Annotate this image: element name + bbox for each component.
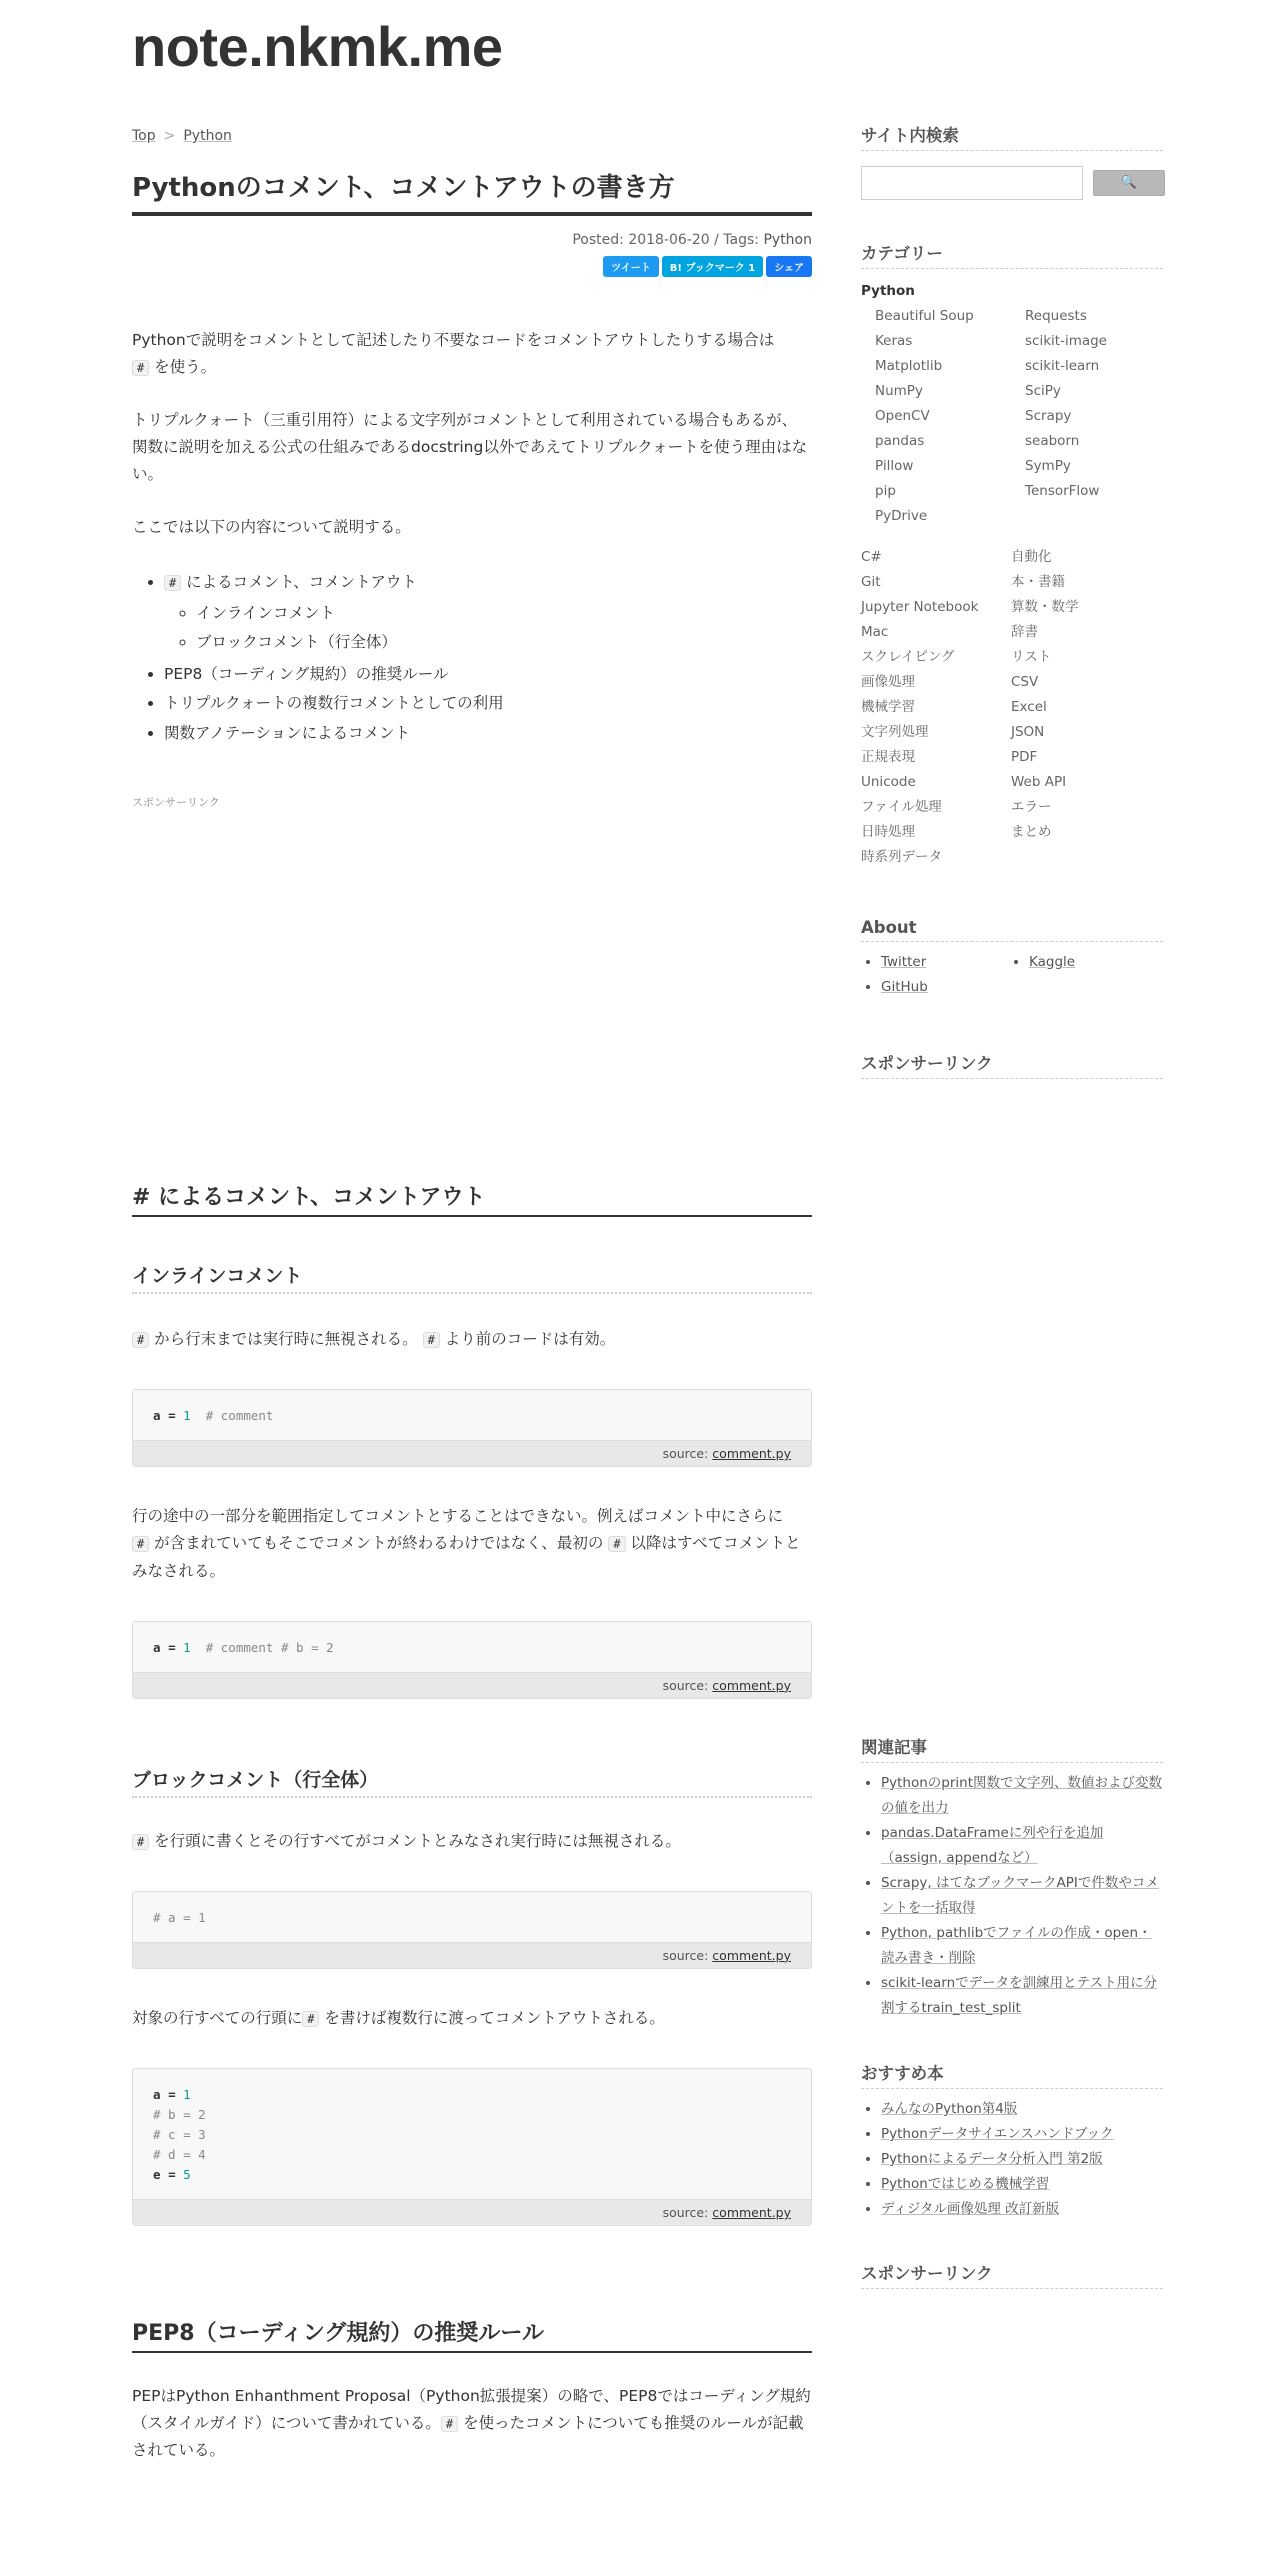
book-link[interactable]: • ディジタル画像処理 改訂新版: [881, 2197, 1163, 2222]
about-kaggle[interactable]: • Kaggle: [1029, 950, 1157, 975]
category-item[interactable]: Pillow: [875, 458, 914, 474]
breadcrumb-python[interactable]: Python: [183, 128, 232, 144]
related-heading: 関連記事: [861, 1734, 1163, 1763]
category-item[interactable]: スクレイピング: [861, 649, 955, 665]
category-item[interactable]: JSON: [1011, 724, 1045, 740]
category-item[interactable]: Unicode: [861, 774, 916, 790]
paragraph: 対象の行すべての行頭に # を書けば複数行に渡ってコメントアウトされる。: [132, 2008, 665, 2027]
book-link[interactable]: • みんなのPython第4版: [881, 2097, 1163, 2122]
category-list: [861, 279, 1163, 870]
code-source: source: comment.py: [133, 1942, 811, 1968]
category-item[interactable]: SciPy: [1025, 383, 1061, 399]
related-article-link[interactable]: • Python, pathlibでファイルの作成・open・読み書き・削除: [881, 1921, 1163, 1971]
category-item[interactable]: pandas: [875, 433, 925, 449]
intro-paragraph-2: トリプルクォート（三重引用符）による文字列がコメントとして利用されている場合もあるが、関数に説明を加える公式の仕組みであるdocstring以外であえてトリプルクォートを使う理由はない。: [132, 411, 808, 484]
category-item[interactable]: まとめ: [1011, 824, 1052, 840]
toc-item[interactable]: • トリプルクォートの複数行コメントとしての利用: [164, 689, 812, 718]
code-block: a = 1 # comment source: comment.py: [132, 1389, 812, 1467]
intro-paragraph-3: ここでは以下の内容について説明する。: [132, 518, 411, 537]
category-item[interactable]: Requests: [1025, 308, 1087, 324]
table-of-contents: [132, 568, 812, 749]
code-block: a = 1 # comment # b = 2 source: comment.py: [132, 1621, 812, 1699]
share-buttons: [132, 256, 812, 277]
category-item[interactable]: OpenCV: [875, 408, 930, 424]
category-item[interactable]: 本・書籍: [1011, 574, 1065, 590]
source-link[interactable]: comment.py: [712, 1947, 791, 1963]
category-item[interactable]: scikit-learn: [1025, 358, 1100, 374]
about-github[interactable]: • GitHub: [881, 975, 1009, 1000]
category-item[interactable]: Jupyter Notebook: [861, 599, 979, 615]
category-item[interactable]: 自動化: [1011, 549, 1052, 565]
post-meta: [132, 232, 812, 248]
paragraph: PEPはPython Enhanthment Proposal（Python拡張提案）の略で、PEP8ではコーディング規約（スタイルガイド）について書かれている。 # を使ったコメントについても推奨のルールが記載されている。: [132, 2386, 811, 2460]
site-title[interactable]: note.nkmk.me: [132, 15, 503, 78]
code-block: a = 1 # b = 2 # c = 3 # d = 4 e = 5 source: comment.py: [132, 2068, 812, 2226]
category-item[interactable]: CSV: [1011, 674, 1039, 690]
about-heading: About: [861, 918, 1163, 942]
category-item[interactable]: Beautiful Soup: [875, 308, 974, 324]
facebook-share-button[interactable]: シェア: [766, 256, 812, 277]
related-article-link[interactable]: • Pythonのprint関数で文字列、数値および変数の値を出力: [881, 1771, 1163, 1821]
breadcrumb-top[interactable]: Top: [132, 128, 156, 144]
code-source: source: comment.py: [133, 1672, 811, 1698]
book-link[interactable]: • Pythonではじめる機械学習: [881, 2172, 1163, 2197]
book-link[interactable]: • Pythonによるデータ分析入門 第2版: [881, 2147, 1163, 2172]
source-link[interactable]: comment.py: [712, 2204, 791, 2220]
books-heading: おすすめ本: [861, 2060, 1163, 2089]
paragraph: # を行頭に書くとその行すべてがコメントとみなされ実行時には無視される。: [132, 1828, 812, 1855]
related-article-link[interactable]: • Scrapy, はてなブックマークAPIで件数やコメントを一括取得: [881, 1871, 1163, 1921]
category-item[interactable]: seaborn: [1025, 433, 1080, 449]
tag-link[interactable]: Python: [763, 231, 812, 248]
category-item[interactable]: リスト: [1011, 649, 1052, 665]
related-article-link[interactable]: • scikit-learnでデータを訓練用とテスト用に分割するtrain_test_split: [881, 1971, 1163, 2021]
toc-item[interactable]: • 関数アノテーションによるコメント: [164, 719, 812, 748]
category-item[interactable]: 正規表現: [861, 749, 915, 765]
toc-subitem[interactable]: ◦ インラインコメント: [196, 599, 812, 628]
category-item[interactable]: PDF: [1011, 749, 1038, 765]
category-item[interactable]: 画像処理: [861, 674, 915, 690]
category-item[interactable]: Excel: [1011, 699, 1047, 715]
category-item[interactable]: Keras: [875, 333, 913, 349]
category-item[interactable]: NumPy: [875, 383, 923, 399]
category-item[interactable]: scikit-image: [1025, 333, 1107, 349]
search-button[interactable]: [1093, 170, 1165, 196]
section-heading: # によるコメント、コメントアウト: [132, 1180, 812, 1217]
category-python[interactable]: Python: [861, 283, 915, 299]
category-item[interactable]: 辞書: [1011, 624, 1038, 640]
book-link[interactable]: • Pythonデータサイエンスハンドブック: [881, 2122, 1163, 2147]
sponsor-heading: スポンサーリンク: [861, 1050, 1163, 1079]
category-item[interactable]: 日時処理: [861, 824, 915, 840]
section-heading: PEP8（コーディング規約）の推奨ルール: [132, 2316, 812, 2353]
search-heading: サイト内検索: [861, 122, 1163, 151]
category-item[interactable]: Git: [861, 574, 881, 590]
toc-subitem[interactable]: ◦ ブロックコメント（行全体）: [196, 628, 812, 657]
category-item[interactable]: 算数・数学: [1011, 599, 1079, 615]
sponsor-label: スポンサーリンク: [132, 796, 220, 810]
toc-item[interactable]: • PEP8（コーディング規約）の推奨ルール: [164, 660, 812, 689]
code-block: # a = 1 source: comment.py: [132, 1891, 812, 1969]
about-twitter[interactable]: • Twitter: [881, 950, 1009, 975]
category-item[interactable]: SymPy: [1025, 458, 1071, 474]
category-item[interactable]: ファイル処理: [861, 799, 942, 815]
intro-paragraph-1: Pythonで説明をコメントとして記述したり不要なコードをコメントアウトしたりする場合は # を使う。: [132, 330, 775, 376]
subsection-heading: ブロックコメント（行全体）: [132, 1765, 812, 1798]
paragraph: # から行末までは実行時に無視される。 # より前のコードは有効。: [132, 1326, 812, 1353]
category-item[interactable]: 文字列処理: [861, 724, 929, 740]
category-item[interactable]: 機械学習: [861, 699, 915, 715]
breadcrumb-separator: >: [163, 128, 176, 144]
search-input[interactable]: [861, 166, 1083, 200]
posted-label: Posted: 2018-06-20 / Tags:: [572, 231, 760, 248]
hatena-bookmark-button[interactable]: B! ブックマーク 1: [662, 256, 763, 277]
category-item[interactable]: Web API: [1011, 774, 1067, 790]
categories-heading: カテゴリー: [861, 240, 1163, 269]
category-item[interactable]: PyDrive: [875, 508, 928, 524]
related-article-link[interactable]: • pandas.DataFrameに列や行を追加（assign, appendなど）: [881, 1821, 1163, 1871]
category-item[interactable]: Mac: [861, 624, 889, 640]
page-title: Pythonのコメント、コメントアウトの書き方: [132, 172, 812, 216]
subsection-heading: インラインコメント: [132, 1261, 812, 1294]
category-item[interactable]: Matplotlib: [875, 358, 943, 374]
category-item[interactable]: C#: [861, 549, 882, 565]
code-source: source: comment.py: [133, 1440, 811, 1466]
code-source: source: comment.py: [133, 2199, 811, 2225]
tweet-button[interactable]: ツイート: [603, 256, 659, 277]
category-item[interactable]: pip: [875, 483, 896, 499]
breadcrumb: [132, 128, 812, 144]
hash-code: #: [132, 360, 149, 376]
paragraph: 行の途中の一部分を範囲指定してコメントとすることはできない。例えばコメント中にさらに # が含まれていてもそこでコメントが終わるわけではなく、最初の # 以降はすべてコメントとみなされる。: [132, 1507, 801, 1580]
category-item[interactable]: Scrapy: [1025, 408, 1072, 424]
source-link[interactable]: comment.py: [712, 1446, 791, 1462]
sponsor-heading-2: スポンサーリンク: [861, 2260, 1163, 2289]
category-item[interactable]: エラー: [1011, 799, 1052, 815]
category-item[interactable]: TensorFlow: [1025, 483, 1100, 499]
search-icon: 🔍: [1120, 175, 1138, 190]
toc-item[interactable]: • # によるコメント、コメントアウト ◦ インラインコメント ◦ ブロックコメント（行全体）: [164, 568, 812, 658]
category-item[interactable]: 時系列データ: [861, 849, 942, 865]
main-content: [132, 118, 812, 2464]
source-link[interactable]: comment.py: [712, 1677, 791, 1693]
